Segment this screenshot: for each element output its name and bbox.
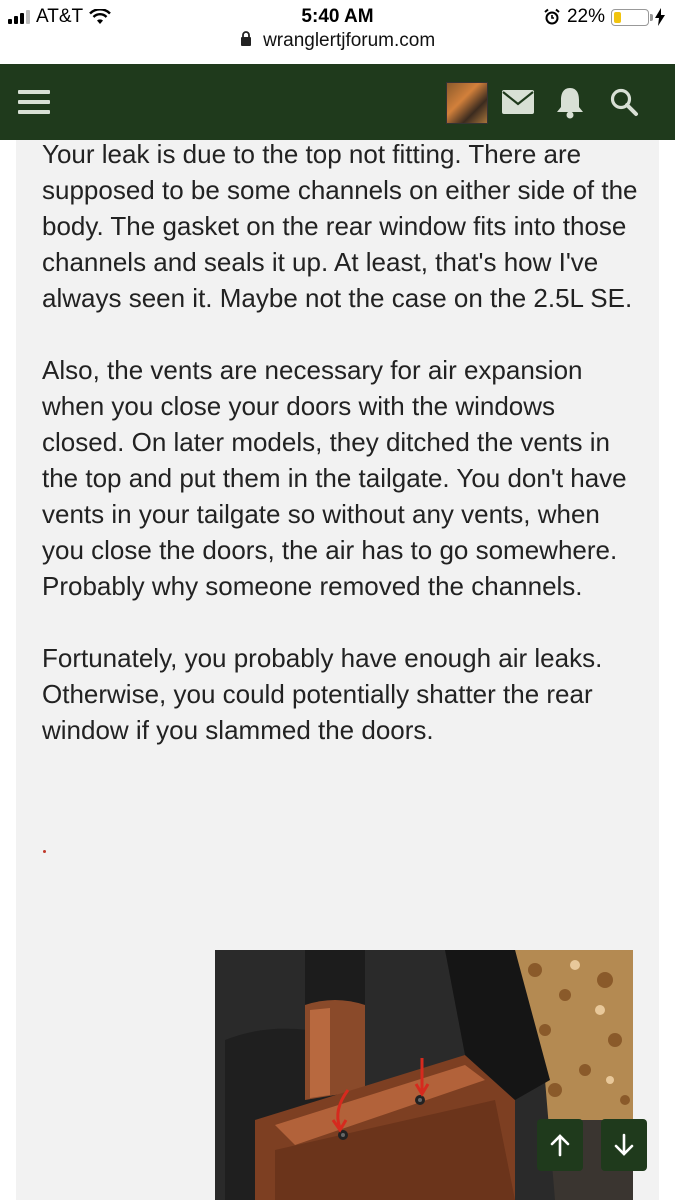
battery-percent: 22% <box>566 6 605 27</box>
post-paragraph: Also, the vents are necessary for air expansion when you close your doors with the windows closed. On later models, they ditched the vents in the top and put them in the tailgate. You don't have vents in your tailgate so without any vents, when you close the doors, the air has to go somewhere. Probably why someone removed the channels. <box>42 355 627 601</box>
charging-icon <box>655 8 665 26</box>
battery-level-fill <box>614 12 621 23</box>
arrow-down-icon <box>613 1133 635 1157</box>
arrow-up-icon <box>549 1133 571 1157</box>
menu-icon[interactable] <box>18 90 50 114</box>
forum-nav-bar <box>0 64 675 140</box>
post-paragraph: Fortunately, you probably have enough air leaks. Otherwise, you could potentially shatter the rear window if you slammed the doors. <box>42 643 603 745</box>
url-bar[interactable] <box>0 30 675 62</box>
battery-icon <box>611 9 649 26</box>
mail-icon[interactable] <box>498 84 538 120</box>
clock: 5:40 AM <box>301 6 374 27</box>
post-paragraph: Your leak is due to the top not fitting. There are supposed to be some channels on either side of the body. The gasket on the rear window fits into those channels and seals it up. At least, that's how I've always seen it. Maybe not the case on the 2.5L SE. <box>42 139 638 313</box>
post-content-area <box>16 140 659 1200</box>
search-icon[interactable] <box>604 84 644 120</box>
bell-icon[interactable] <box>550 84 590 120</box>
alarm-icon <box>543 8 561 26</box>
scroll-down-button[interactable] <box>601 1119 647 1171</box>
red-dot-mark <box>43 850 46 853</box>
scroll-up-button[interactable] <box>537 1119 583 1171</box>
carrier-label: AT&T <box>36 6 84 27</box>
url-domain: wranglertjforum.com <box>263 30 436 51</box>
status-bar <box>0 0 675 34</box>
avatar[interactable] <box>446 82 488 124</box>
post-body <box>42 136 642 784</box>
lock-icon <box>240 31 252 46</box>
status-right <box>543 6 665 28</box>
